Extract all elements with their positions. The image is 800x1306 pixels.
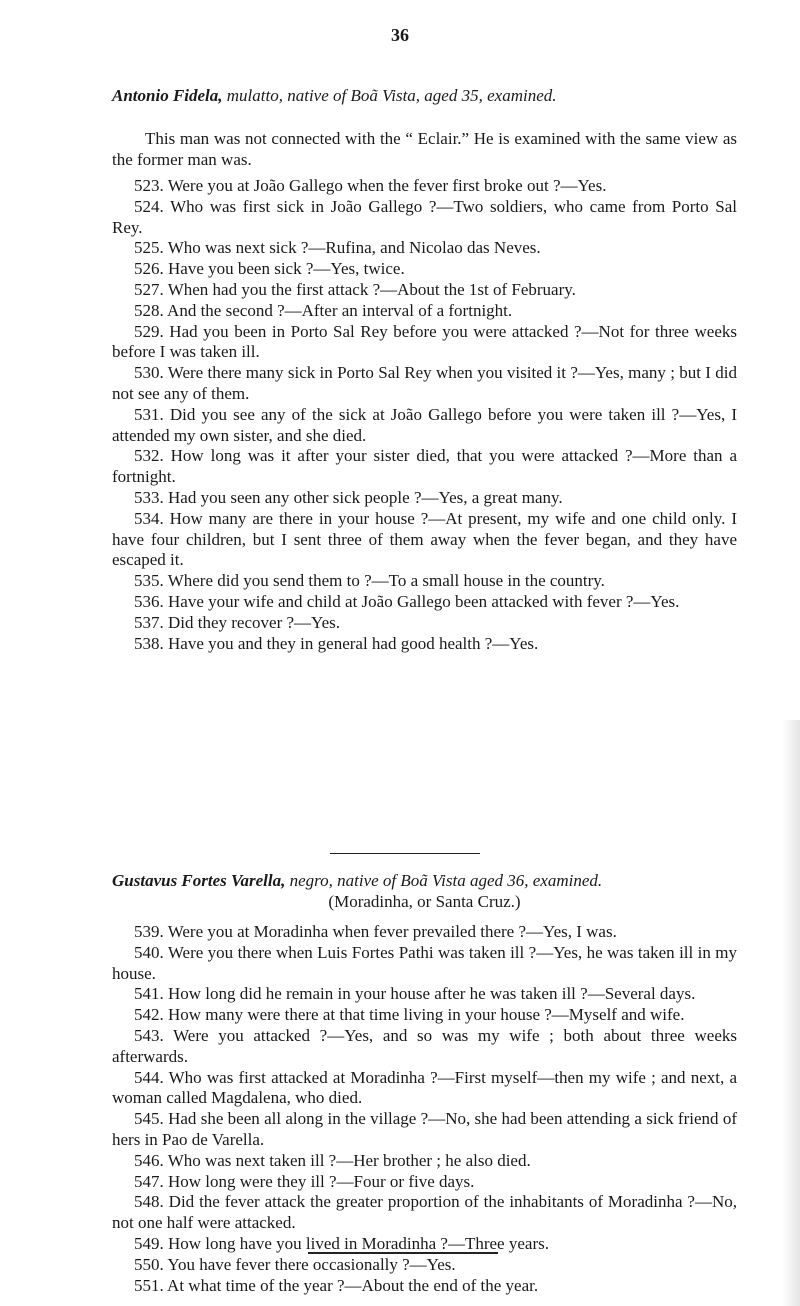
qa-item: 541. How long did he remain in your house after he was taken ill ?—Several days. [134,984,696,1004]
qa-item: 531. Did you see any of the sick at João Gallego before you were taken ill ?—Yes, I attended my own sister, and she died. [112,404,737,445]
qa-item: 524. Who was first sick in João Gallego ?—Two soldiers, who came from Porto Sal Rey. [112,196,737,237]
section-divider [330,853,480,854]
witness-header-1 [112,85,737,106]
qa-item: 539. Were you at Moradinha when fever prevailed there ?—Yes, I was. [134,922,617,941]
qa-item: 534. How many are there in your house ?—At present, my wife and one child only. I have four children, but I sent three of them away when the fever began, and they have escaped it. [112,508,737,570]
qa-item: 536. Have your wife and child at João Gallego been attacked with fever ?—Yes. [134,591,680,611]
qa-item: 542. How many were there at that time living in your house ?—Myself and wife. [134,1005,685,1025]
qa-item: 537. Did they recover ?—Yes. [134,612,341,632]
qa-item: 550. You have fever there occasionally ?—Yes. [134,1254,456,1274]
witness-description: mulatto, native of Boã Vista, aged 35, examined. [226,86,557,105]
qa-item: 551. At what time of the year ?—About the end of the year. [134,1275,539,1295]
witness-name: Antonio Fidela, [112,86,223,105]
witness-header-2 [112,870,737,891]
qa-item: 549. How long have you lived in Moradinha ?—Three years. [134,1233,549,1253]
qa-item: 544. Who was first attacked at Moradinha ?—First myself—then my wife ; and next, a woman called Magdalena, who died. [112,1067,737,1108]
testimony-section-2 [112,870,737,1296]
qa-item: 528. And the second ?—After an interval of a fortnight. [134,300,513,320]
qa-item: 538. Have you and they in general had good health ?—Yes. [134,633,539,653]
witness-name: Gustavus Fortes Varella, [112,871,286,890]
qa-item: 527. When had you the first attack ?—About the 1st of February. [134,279,576,299]
qa-item: 529. Had you been in Porto Sal Rey before you were attacked ?—Not for three weeks before I was taken ill. [112,321,737,362]
testimony-section-1 [112,85,737,654]
qa-item: 532. How long was it after your sister died, that you were attacked ?—More than a fortnight. [112,446,737,487]
qa-item: 525. Who was next sick ?—Rufina, and Nicolao das Neves. [134,238,541,258]
page-edge-shadow [782,720,800,1306]
qa-item: 523. Were you at João Gallego when the fever first broke out ?—Yes. [134,176,607,195]
qa-item: 526. Have you been sick ?—Yes, twice. [134,259,405,279]
qa-item: 533. Had you seen any other sick people ?—Yes, a great many. [134,487,563,507]
page-number: 36 [391,25,409,45]
qa-item: 547. How long were they ill ?—Four or five days. [134,1171,475,1191]
qa-item: 548. Did the fever attack the greater proportion of the inhabitants of Moradinha ?—No, not one half were attacked. [112,1192,737,1233]
qa-item: 530. Were there many sick in Porto Sal Rey when you visited it ?—Yes, many ; but I did not see any of them. [112,363,737,403]
qa-item: 543. Were you attacked ?—Yes, and so was my wife ; both about three weeks afterwards. [112,1025,737,1066]
qa-list-1 [112,176,737,654]
intro-paragraph: This man was not connected with the “ Eclair.” He is examined with the same view as the former man was. [112,129,737,169]
qa-item: 535. Where did you send them to ?—To a small house in the country. [134,571,605,591]
bottom-rule [308,1252,498,1254]
qa-list-2 [112,922,737,1296]
qa-item: 545. Had she been all along in the village ?—No, she had been attending a sick friend of hers in Pao de Varella. [112,1109,737,1149]
qa-item: 546. Who was next taken ill ?—Her brother ; he also died. [134,1150,531,1170]
witness-description: negro, native of Boã Vista aged 36, examined. [289,871,603,890]
location-note: (Moradinha, or Santa Cruz.) [328,892,521,911]
qa-item: 540. Were you there when Luis Fortes Pathi was taken ill ?—Yes, he was taken ill in my house. [112,942,737,983]
